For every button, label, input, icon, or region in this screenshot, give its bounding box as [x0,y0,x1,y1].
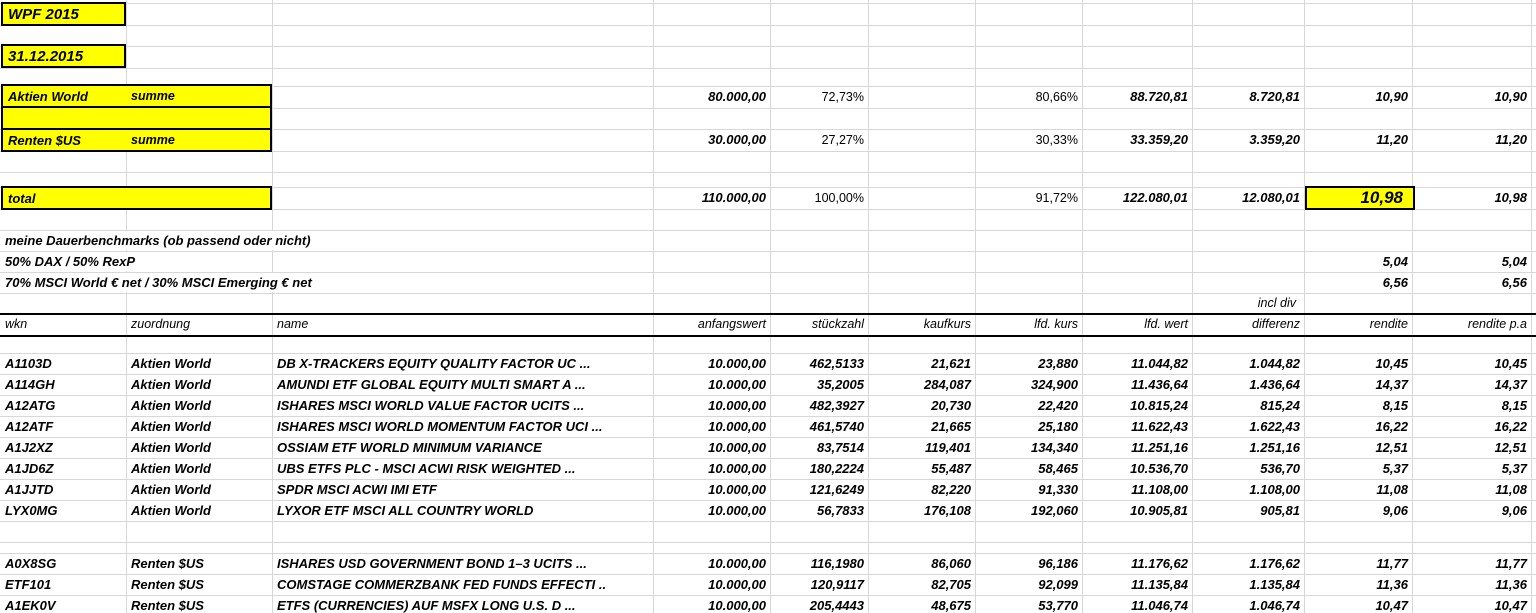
renten-summe-label: summe [131,133,175,147]
header-anfangswert[interactable]: anfangswert [697,317,766,331]
header-rendite-pa[interactable]: rendite p.a [1467,317,1527,331]
aktien-differenz[interactable]: 8.720,81 [1249,89,1300,104]
cell-anfangswert[interactable]: 10.000,00 [708,440,766,455]
cell-anfangswert[interactable]: 10.000,00 [708,598,766,613]
total-lfd-wert[interactable]: 122.080,01 [1122,190,1188,205]
cell-zuordnung[interactable]: Aktien World [131,398,211,413]
cell-anfangswert[interactable]: 10.000,00 [708,356,766,371]
cell-rendite[interactable]: 5,37 [1382,461,1408,476]
renten-anteil-lfd[interactable]: 30,33% [1035,133,1078,147]
cell-wkn[interactable]: A1EK0V [5,598,56,613]
header-lfd-wert[interactable]: lfd. wert [1144,317,1188,331]
cell-wkn[interactable]: A1JD6Z [5,461,54,476]
cell-rendite-pa[interactable]: 8,15 [1501,398,1527,413]
cell-lfd-wert[interactable]: 11.135,84 [1131,577,1188,592]
cell-kaufkurs[interactable]: 21,621 [931,356,971,371]
cell-rendite[interactable]: 11,08 [1376,482,1408,497]
cell-stueckzahl[interactable]: 116,1980 [810,556,864,571]
benchmark-msci-rendite-pa[interactable]: 6,56 [1501,275,1527,290]
total-anteil[interactable]: 100,00% [814,191,864,205]
cell-zuordnung[interactable]: Aktien World [131,440,211,455]
cell-name[interactable]: OSSIAM ETF WORLD MINIMUM VARIANCE [277,440,542,455]
cell-zuordnung[interactable]: Renten $US [131,598,204,613]
cell-name[interactable]: AMUNDI ETF GLOBAL EQUITY MULTI SMART A ... [277,377,586,392]
table-row [0,437,1536,458]
cell-name[interactable]: ISHARES MSCI WORLD VALUE FACTOR UCITS ... [277,398,585,413]
cell-anfangswert[interactable]: 10.000,00 [708,482,766,497]
table-row [0,553,1536,574]
aktien-anfangswert[interactable]: 80.000,00 [708,89,766,104]
renten-summary-cell[interactable] [1,128,272,152]
header-rendite[interactable]: rendite [1369,317,1408,331]
cell-stueckzahl[interactable]: 56,7833 [817,503,864,518]
cell-zuordnung[interactable]: Aktien World [131,503,211,518]
cell-lfd-kurs[interactable]: 22,420 [1038,398,1078,413]
cell-rendite[interactable]: 12,51 [1375,440,1408,455]
renten-anfangswert[interactable]: 30.000,00 [708,132,766,147]
cell-lfd-kurs[interactable]: 134,340 [1031,440,1078,455]
cell-lfd-wert[interactable]: 11.622,43 [1131,419,1188,434]
aktien-anteil[interactable]: 72,73% [821,90,864,104]
cell-wkn[interactable]: A114GH [5,377,55,392]
cell-rendite-pa[interactable]: 12,51 [1494,440,1527,455]
cell-stueckzahl[interactable]: 83,7514 [817,440,864,455]
total-differenz[interactable]: 12.080,01 [1242,190,1300,205]
cell-lfd-kurs[interactable]: 96,186 [1038,556,1078,571]
cell-zuordnung[interactable]: Aktien World [131,356,211,371]
header-lfd-kurs[interactable]: lfd. kurs [1034,317,1078,331]
cell-wkn[interactable]: A1J2XZ [5,440,53,455]
cell-kaufkurs[interactable]: 82,705 [931,577,971,592]
cell-rendite-pa[interactable]: 11,08 [1495,482,1527,497]
table-row [0,458,1536,479]
renten-differenz[interactable]: 3.359,20 [1249,132,1300,147]
cell-name[interactable]: ISHARES USD GOVERNMENT BOND 1–3 UCITS ... [277,556,587,571]
renten-lfd-wert[interactable]: 33.359,20 [1130,132,1188,147]
cell-differenz[interactable]: 1.176,62 [1249,556,1300,571]
cell-name[interactable]: DB X-TRACKERS EQUITY QUALITY FACTOR UC ... [277,356,591,371]
cell-name[interactable]: ISHARES MSCI WORLD MOMENTUM FACTOR UCI ... [277,419,603,434]
cell-kaufkurs[interactable]: 48,675 [931,598,971,613]
total-cell[interactable] [1,186,272,210]
cell-stueckzahl[interactable]: 121,6249 [809,482,864,497]
cell-lfd-kurs[interactable]: 324,900 [1031,377,1078,392]
cell-anfangswert[interactable]: 10.000,00 [708,503,766,518]
total-anteil-lfd[interactable]: 91,72% [1035,191,1078,205]
cell-lfd-kurs[interactable]: 53,770 [1038,598,1078,613]
cell-zuordnung[interactable]: Renten $US [131,556,204,571]
cell-lfd-wert[interactable]: 11.046,74 [1131,598,1188,613]
cell-anfangswert[interactable]: 10.000,00 [708,398,766,413]
cell-stueckzahl[interactable]: 461,5740 [809,419,864,434]
cell-anfangswert[interactable]: 10.000,00 [708,419,766,434]
cell-zuordnung[interactable]: Aktien World [131,461,211,476]
total-label: total [8,190,36,206]
cell-differenz[interactable]: 1.044,82 [1249,356,1300,371]
cell-rendite-pa[interactable]: 9,06 [1501,503,1527,518]
title-label: WPF 2015 [8,5,79,23]
cell-rendite[interactable]: 11,36 [1376,577,1408,592]
date-cell[interactable] [1,44,126,68]
table-row [0,574,1536,595]
cell-rendite-pa[interactable]: 10,45 [1494,356,1527,371]
cell-lfd-wert[interactable]: 10.815,24 [1130,398,1188,413]
renten-anteil[interactable]: 27,27% [821,133,864,147]
cell-lfd-kurs[interactable]: 92,099 [1038,577,1078,592]
cell-name[interactable]: COMSTAGE COMMERZBANK FED FUNDS EFFECTI .. [277,577,607,592]
cell-lfd-wert[interactable]: 11.176,62 [1131,556,1188,571]
cell-stueckzahl[interactable]: 462,5133 [809,356,864,371]
benchmark-msci-label[interactable]: 70% MSCI World € net / 30% MSCI Emerging € net [0,273,319,292]
cell-lfd-kurs[interactable]: 192,060 [1031,503,1078,518]
cell-rendite-pa[interactable]: 14,37 [1494,377,1527,392]
cell-kaufkurs[interactable]: 21,665 [931,419,971,434]
header-differenz[interactable]: differenz [1252,317,1300,331]
cell-rendite-pa[interactable]: 11,77 [1495,556,1527,571]
table-row [0,416,1536,437]
table-row [0,479,1536,500]
cell-differenz[interactable]: 1.436,64 [1249,377,1300,392]
cell-lfd-wert[interactable]: 10.905,81 [1130,503,1188,518]
cell-zuordnung[interactable]: Renten $US [131,577,204,592]
cell-rendite-pa[interactable]: 16,22 [1494,419,1527,434]
benchmark-msci-rendite[interactable]: 6,56 [1382,275,1408,290]
cell-differenz[interactable]: 536,70 [1260,461,1300,476]
cell-wkn[interactable]: A1JJTD [5,482,54,497]
cell-rendite-pa[interactable]: 10,47 [1494,598,1527,613]
benchmark-dax-rexp-label[interactable]: 50% DAX / 50% RexP [0,252,142,271]
cell-kaufkurs[interactable]: 55,487 [931,461,971,476]
cell-name[interactable]: UBS ETFS PLC - MSCI ACWI RISK WEIGHTED ... [277,461,576,476]
cell-rendite[interactable]: 11,77 [1376,556,1408,571]
cell-differenz[interactable]: 1.622,43 [1249,419,1300,434]
renten-summary-label: Renten $US [8,132,81,148]
cell-stueckzahl[interactable]: 120,9117 [810,577,864,592]
cell-differenz[interactable]: 1.108,00 [1249,482,1300,497]
benchmarks-title[interactable]: meine Dauerbenchmarks (ob passend oder nicht) [0,231,318,250]
table-row [0,500,1536,521]
cell-wkn[interactable]: A1103D [5,356,52,371]
cell-stueckzahl[interactable]: 35,2005 [817,377,864,392]
total-rendite-pa[interactable]: 10,98 [1494,190,1527,205]
cell-wkn[interactable]: LYX0MG [5,503,58,518]
benchmark-dax-rendite-pa[interactable]: 5,04 [1501,254,1527,269]
cell-kaufkurs[interactable]: 284,087 [924,377,971,392]
total-anfangswert[interactable]: 110.000,00 [701,190,766,205]
cell-differenz[interactable]: 1.251,16 [1249,440,1300,455]
cell-rendite[interactable]: 14,37 [1375,377,1408,392]
cell-differenz[interactable]: 815,24 [1260,398,1300,413]
cell-zuordnung[interactable]: Aktien World [131,482,211,497]
incl-div-note[interactable]: incl div [1257,296,1296,310]
renten-rendite[interactable]: 11,20 [1376,132,1408,147]
cell-anfangswert[interactable]: 10.000,00 [708,377,766,392]
cell-rendite-pa[interactable]: 5,37 [1501,461,1527,476]
renten-rendite-pa[interactable]: 11,20 [1495,132,1527,147]
cell-lfd-wert[interactable]: 11.108,00 [1131,482,1188,497]
aktien-lfd-wert[interactable]: 88.720,81 [1130,89,1188,104]
table-header-row [0,313,1536,337]
cell-anfangswert[interactable]: 10.000,00 [708,461,766,476]
benchmark-dax-rendite[interactable]: 5,04 [1382,254,1408,269]
cell-wkn[interactable]: A0X8SG [5,556,57,571]
aktien-rendite-pa[interactable]: 10,90 [1494,89,1527,104]
header-stueckzahl[interactable]: stückzahl [811,317,864,331]
cell-lfd-kurs[interactable]: 25,180 [1038,419,1078,434]
cell-rendite-pa[interactable]: 11,36 [1495,577,1527,592]
cell-differenz[interactable]: 1.135,84 [1249,577,1300,592]
table-row [0,595,1536,613]
date-label: 31.12.2015 [8,47,84,65]
table-row [0,395,1536,416]
cell-name[interactable]: ETFS (CURRENCIES) AUF MSFX LONG U.S. D ... [277,598,576,613]
aktien-rendite[interactable]: 10,90 [1375,89,1408,104]
cell-wkn[interactable]: A12ATF [5,419,54,434]
aktien-summary-cell[interactable] [1,84,272,108]
cell-differenz[interactable]: 1.046,74 [1249,598,1300,613]
cell-zuordnung[interactable]: Aktien World [131,419,211,434]
aktien-summe-label: summe [131,89,175,103]
cell-wkn[interactable]: ETF101 [5,577,52,592]
cell-rendite[interactable]: 9,06 [1382,503,1408,518]
cell-lfd-kurs[interactable]: 58,465 [1038,461,1078,476]
cell-lfd-wert[interactable]: 11.251,16 [1131,440,1188,455]
header-zuordnung[interactable]: zuordnung [131,317,191,331]
total-rendite-value: 10,98 [1360,188,1403,207]
header-kaufkurs[interactable]: kaufkurs [923,317,971,331]
table-row [0,374,1536,395]
header-wkn[interactable]: wkn [5,317,28,331]
cell-zuordnung[interactable]: Aktien World [131,377,211,392]
header-name[interactable]: name [277,317,309,331]
cell-stueckzahl[interactable]: 482,3927 [809,398,864,413]
cell-rendite[interactable]: 16,22 [1375,419,1408,434]
cell-lfd-kurs[interactable]: 91,330 [1038,482,1078,497]
aktien-anteil-lfd[interactable]: 80,66% [1035,90,1078,104]
cell-anfangswert[interactable]: 10.000,00 [708,556,766,571]
cell-kaufkurs[interactable]: 119,401 [924,440,971,455]
title-cell[interactable] [1,2,126,26]
cell-rendite[interactable]: 10,47 [1375,598,1408,613]
cell-lfd-wert[interactable]: 10.536,70 [1130,461,1188,476]
cell-lfd-wert[interactable]: 11.436,64 [1131,377,1188,392]
cell-name[interactable]: LYXOR ETF MSCI ALL COUNTRY WORLD [277,503,534,518]
cell-rendite[interactable]: 10,45 [1375,356,1408,371]
cell-kaufkurs[interactable]: 176,108 [924,503,971,518]
cell-lfd-wert[interactable]: 11.044,82 [1131,356,1188,371]
total-rendite-highlight-cell[interactable] [1305,186,1415,210]
cell-rendite[interactable]: 8,15 [1382,398,1408,413]
cell-stueckzahl[interactable]: 205,4443 [809,598,864,613]
cell-anfangswert[interactable]: 10.000,00 [708,577,766,592]
cell-lfd-kurs[interactable]: 23,880 [1038,356,1078,371]
cell-kaufkurs[interactable]: 86,060 [931,556,971,571]
cell-name[interactable]: SPDR MSCI ACWI IMI ETF [277,482,437,497]
cell-kaufkurs[interactable]: 82,220 [931,482,971,497]
table-row [0,353,1536,374]
aktien-summary-label: Aktien World [8,88,88,104]
cell-wkn[interactable]: A12ATG [5,398,56,413]
cell-differenz[interactable]: 905,81 [1260,503,1300,518]
cell-kaufkurs[interactable]: 20,730 [931,398,971,413]
spacer-highlight-cell[interactable] [1,106,272,130]
cell-stueckzahl[interactable]: 180,2224 [809,461,864,476]
